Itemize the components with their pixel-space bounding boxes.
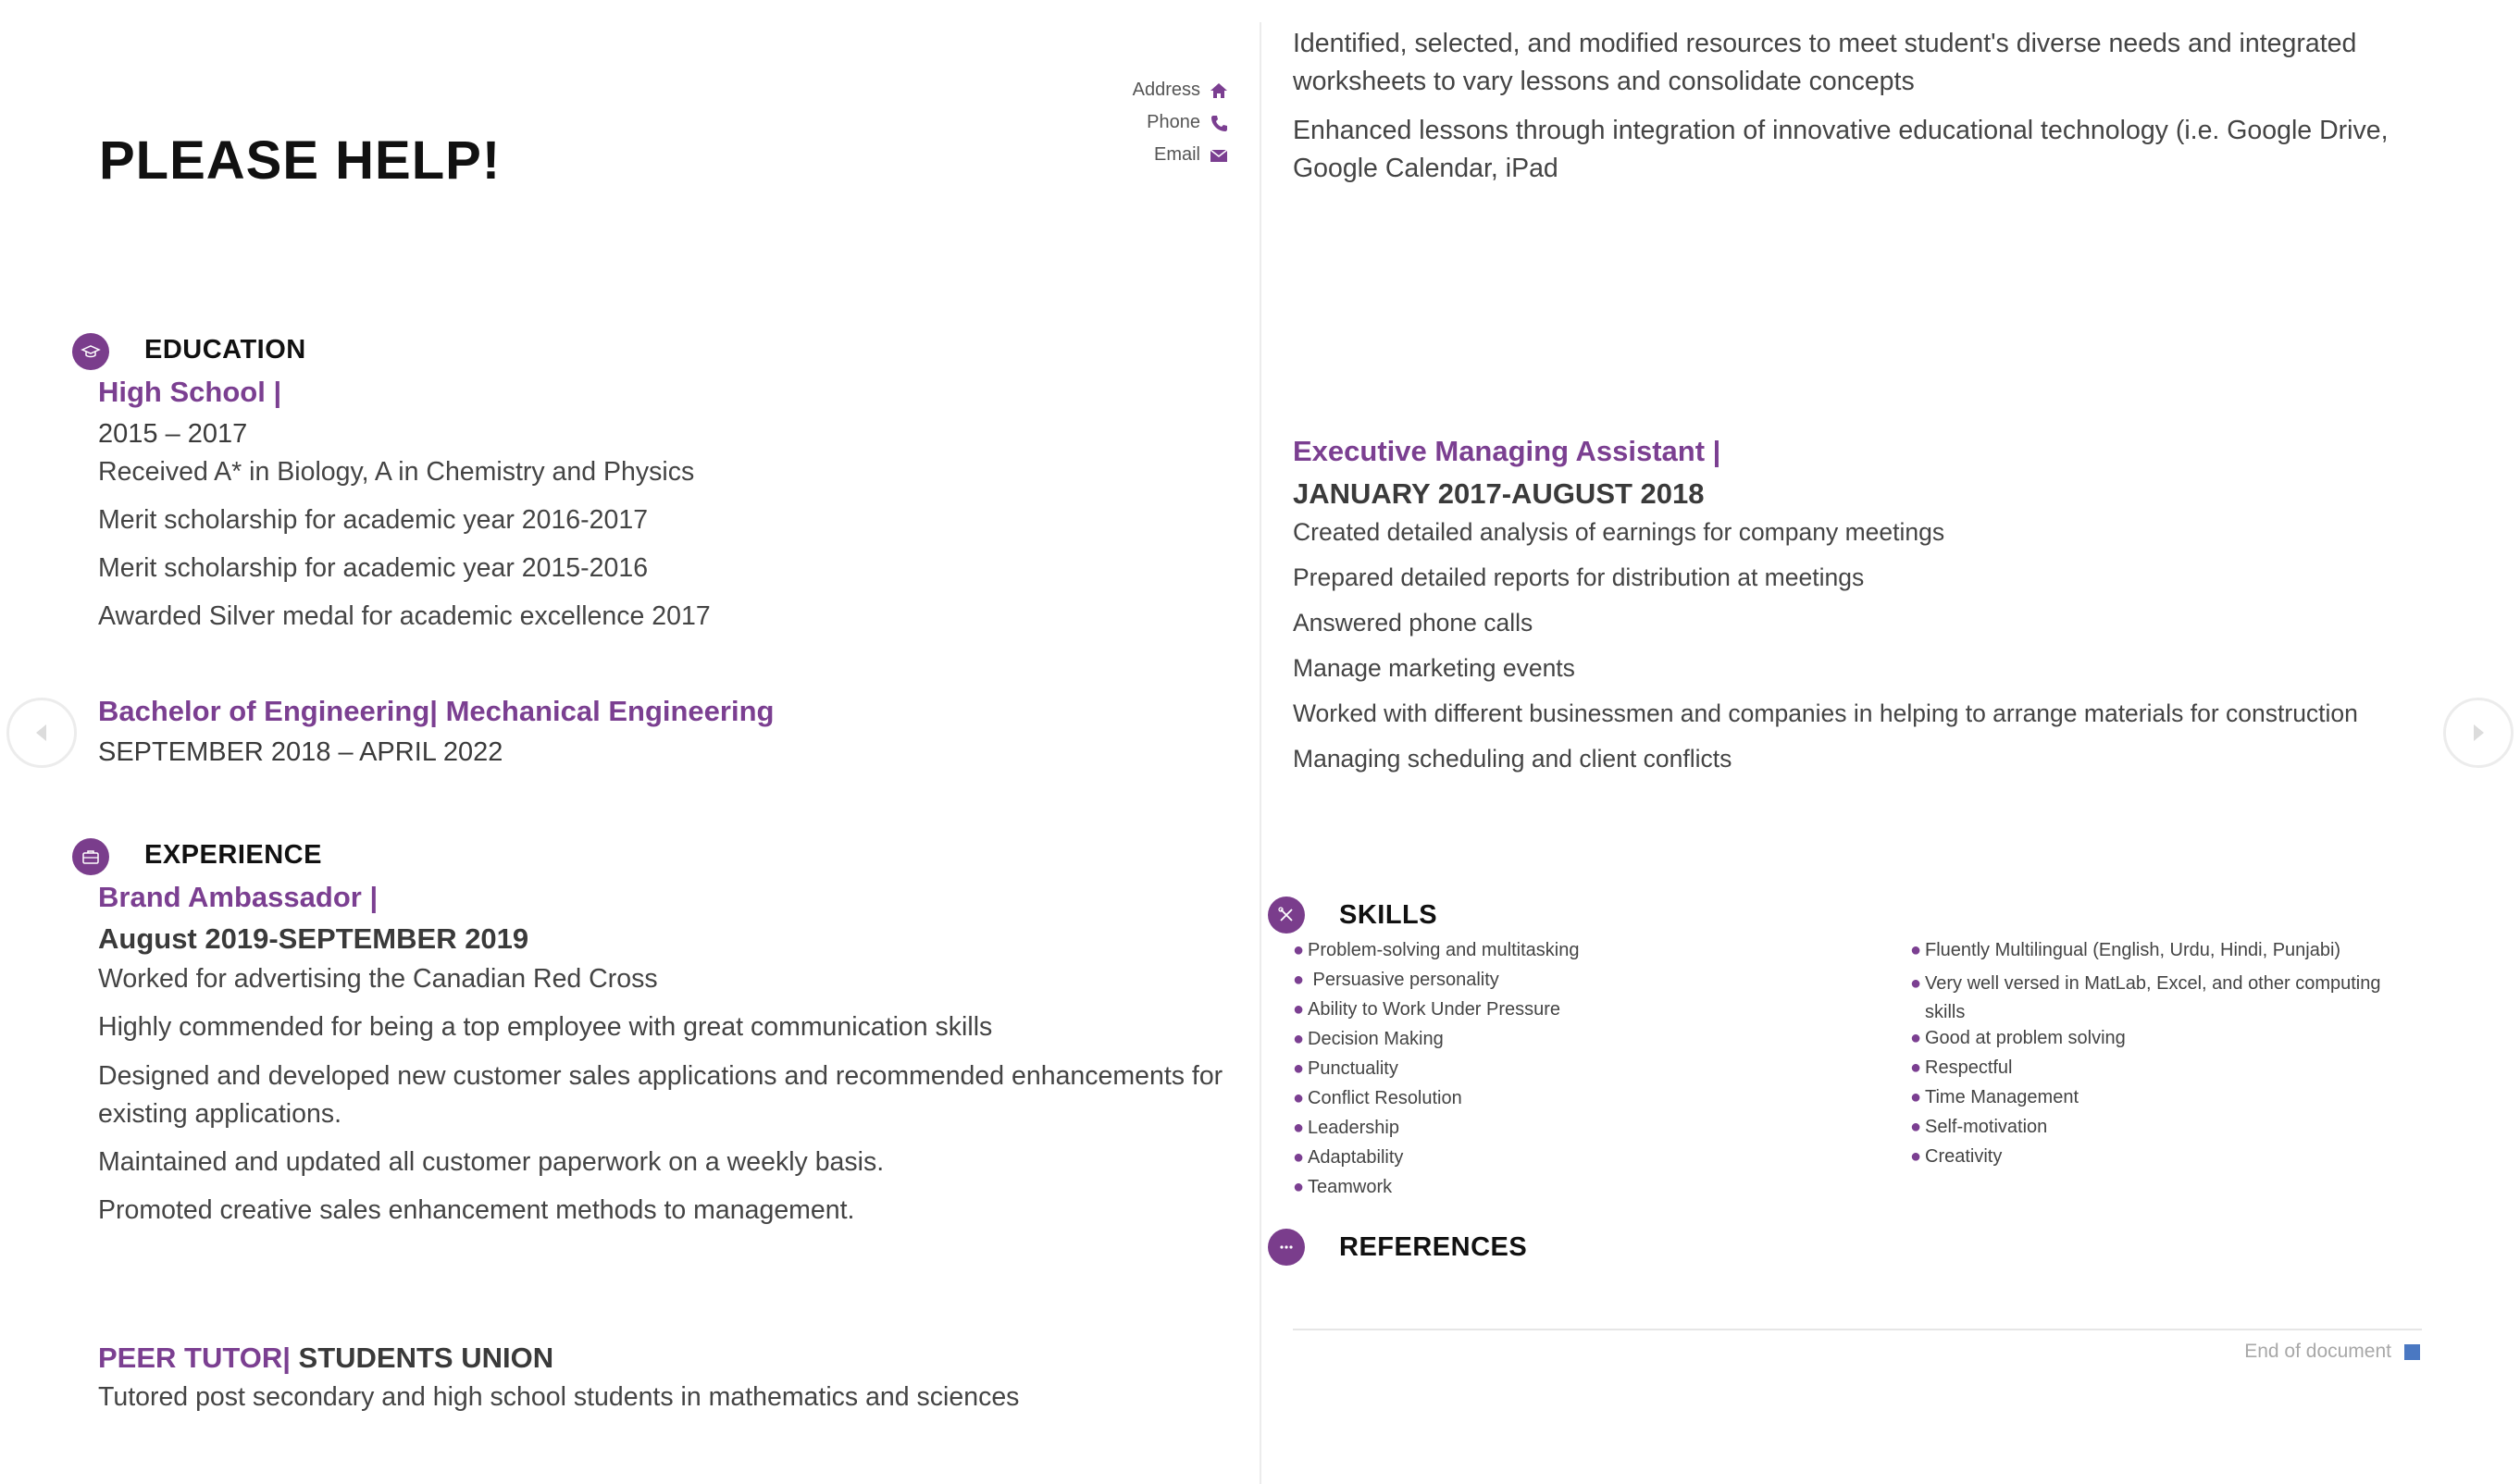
experience-section-icon [72, 838, 109, 875]
list-item: Worked for advertising the Canadian Red Cross [98, 964, 658, 994]
skill-text: Persuasive personality [1308, 970, 1499, 990]
contact-email [1154, 144, 1228, 166]
skill-text: Time Management [1925, 1087, 2079, 1107]
exec-assistant-name: Executive Managing Assistant [1293, 435, 1706, 467]
experience-heading: EXPERIENCE [144, 840, 322, 870]
previous-page-button[interactable] [6, 698, 77, 768]
bachelor-dates: SEPTEMBER 2018 – APRIL 2022 [98, 737, 503, 767]
high-school-title [98, 376, 281, 409]
bullet: ● [1910, 1117, 1922, 1137]
high-school-name: High School [98, 376, 266, 408]
skill-text: Leadership [1308, 1118, 1399, 1138]
bullet: ● [1910, 940, 1922, 960]
skill-item [1910, 1057, 2410, 1087]
skill-item [1293, 1177, 1885, 1206]
bullet: ● [1293, 970, 1305, 990]
bullet: ● [1910, 973, 1922, 994]
exec-assistant-dates: JANUARY 2017-AUGUST 2018 [1293, 477, 1705, 510]
skill-text: Teamwork [1308, 1177, 1393, 1197]
list-item: Promoted creative sales enhancement methods to management. [98, 1195, 855, 1225]
bullet: ● [1910, 1146, 1922, 1167]
bullet: ● [1293, 1029, 1305, 1049]
tools-icon [1276, 905, 1297, 925]
email-label: Email [1153, 144, 1200, 165]
list-item: Merit scholarship for academic year 2016-2017 [98, 505, 649, 535]
skill-text: Very well versed in MatLab, Excel, and other computing skills [1925, 973, 2381, 1022]
list-item: Received A* in Biology, A in Chemistry and Physics [98, 457, 695, 487]
list-item: Manage marketing events [1293, 654, 1575, 682]
bullet: ● [1293, 999, 1305, 1020]
bachelor-field: Mechanical Engineering [445, 695, 775, 727]
list-item: Enhanced lessons through integration of innovative educational technology (i.e. Google Drive, Google Calendar, iPad [1293, 116, 2389, 183]
skill-text: Ability to Work Under Pressure [1308, 999, 1561, 1020]
more-dots-icon [1276, 1237, 1297, 1257]
briefcase-icon [81, 847, 101, 867]
brand-ambassador-name: Brand Ambassador [98, 881, 362, 913]
contact-phone [1147, 112, 1228, 133]
bullet: ● [1293, 1118, 1305, 1138]
skill-text: Punctuality [1308, 1058, 1398, 1079]
high-school-dates: 2015 – 2017 [98, 419, 248, 449]
skill-text: Creativity [1925, 1146, 2003, 1167]
bullet: ● [1293, 1147, 1305, 1168]
phone-icon [1210, 114, 1228, 132]
email-icon [1210, 146, 1228, 165]
brand-ambassador-title [98, 881, 378, 914]
phone-label: Phone [1147, 112, 1200, 132]
peer-tutor-name: PEER TUTOR [98, 1342, 283, 1374]
end-of-document-label: End of document [2244, 1341, 2391, 1362]
title-separator: | [1712, 435, 1721, 467]
list-item: Merit scholarship for academic year 2015-2016 [98, 553, 649, 583]
bullet: ● [1293, 940, 1305, 960]
list-item: Prepared detailed reports for distribution at meetings [1293, 563, 1865, 591]
skills-section-icon [1268, 897, 1305, 934]
skills-column-2 [1910, 940, 2410, 1176]
skill-item [1910, 1146, 2410, 1176]
bachelor-title [98, 695, 774, 728]
chevron-left-icon [30, 721, 54, 745]
skill-text: Fluently Multilingual (English, Urdu, Hindi, Punjabi) [1925, 940, 2341, 960]
page-title: PLEASE HELP! [99, 130, 502, 191]
skill-item [1293, 1147, 1885, 1177]
title-separator: | [282, 1342, 291, 1374]
skill-item [1293, 1058, 1885, 1088]
skill-item [1910, 1117, 2410, 1146]
title-separator: | [369, 881, 379, 913]
page-divider [1260, 22, 1261, 1484]
bullet: ● [1293, 1058, 1305, 1079]
list-item: Awarded Silver medal for academic excellence 2017 [98, 601, 711, 631]
skill-text: Problem-solving and multitasking [1308, 940, 1580, 960]
contact-address [1133, 80, 1228, 101]
skill-item [1293, 940, 1885, 970]
title-separator: | [429, 695, 438, 727]
skill-item [1293, 970, 1885, 999]
skills-heading: SKILLS [1339, 900, 1438, 930]
skill-item [1293, 1029, 1885, 1058]
education-section-icon [72, 333, 109, 370]
list-item: Highly commended for being a top employee with great communication skills [98, 1012, 993, 1042]
list-item: Worked with different businessmen and companies in helping to arrange materials for construction [1293, 699, 2358, 727]
bullet: ● [1910, 1028, 1922, 1048]
list-item: Designed and developed new customer sales applications and recommended enhancements for existing applications. [98, 1061, 1223, 1129]
skill-item [1293, 1118, 1885, 1147]
address-label: Address [1132, 80, 1200, 100]
list-item: Identified, selected, and modified resources to meet student's diverse needs and integrated worksheets to vary lessons and consolidate concepts [1293, 29, 2357, 96]
bachelor-degree: Bachelor of Engineering [98, 695, 430, 727]
bullet: ● [1293, 1177, 1305, 1197]
skill-item [1293, 999, 1885, 1029]
chevron-right-icon [2466, 721, 2490, 745]
bullet: ● [1910, 1087, 1922, 1107]
skill-text: Adaptability [1308, 1147, 1404, 1168]
skill-item [1910, 1028, 2410, 1057]
title-separator: | [273, 376, 282, 408]
graduation-cap-icon [81, 341, 101, 362]
footer-rule [1293, 1329, 2422, 1330]
list-item: Tutored post secondary and high school students in mathematics and sciences [98, 1382, 1020, 1412]
end-marker-icon [2404, 1344, 2420, 1360]
skill-item [1910, 970, 2410, 1027]
list-item: Maintained and updated all customer paperwork on a weekly basis. [98, 1147, 885, 1177]
references-section-icon [1268, 1229, 1305, 1266]
brand-ambassador-dates: August 2019-SEPTEMBER 2019 [98, 922, 529, 955]
next-page-button[interactable] [2443, 698, 2514, 768]
list-item: Answered phone calls [1293, 609, 1533, 637]
list-item: Managing scheduling and client conflicts [1293, 745, 1732, 773]
skill-text: Self-motivation [1925, 1117, 2048, 1137]
exec-assistant-title [1293, 435, 1720, 468]
skill-text: Good at problem solving [1925, 1028, 2126, 1048]
skill-item [1293, 1088, 1885, 1118]
home-icon [1210, 81, 1228, 100]
list-item: Created detailed analysis of earnings for company meetings [1293, 518, 1945, 546]
peer-tutor-title [98, 1342, 553, 1375]
skills-column-1 [1293, 940, 1885, 1206]
bullet: ● [1910, 1057, 1922, 1078]
skill-text: Conflict Resolution [1308, 1088, 1462, 1108]
education-heading: EDUCATION [144, 335, 306, 365]
references-heading: REFERENCES [1339, 1232, 1528, 1262]
skill-item [1910, 940, 2410, 970]
skill-text: Decision Making [1308, 1029, 1444, 1049]
bullet: ● [1293, 1088, 1305, 1108]
skill-item [1910, 1087, 2410, 1117]
end-of-document [2244, 1341, 2420, 1363]
peer-tutor-org: STUDENTS UNION [298, 1342, 554, 1374]
skill-text: Respectful [1925, 1057, 2013, 1078]
